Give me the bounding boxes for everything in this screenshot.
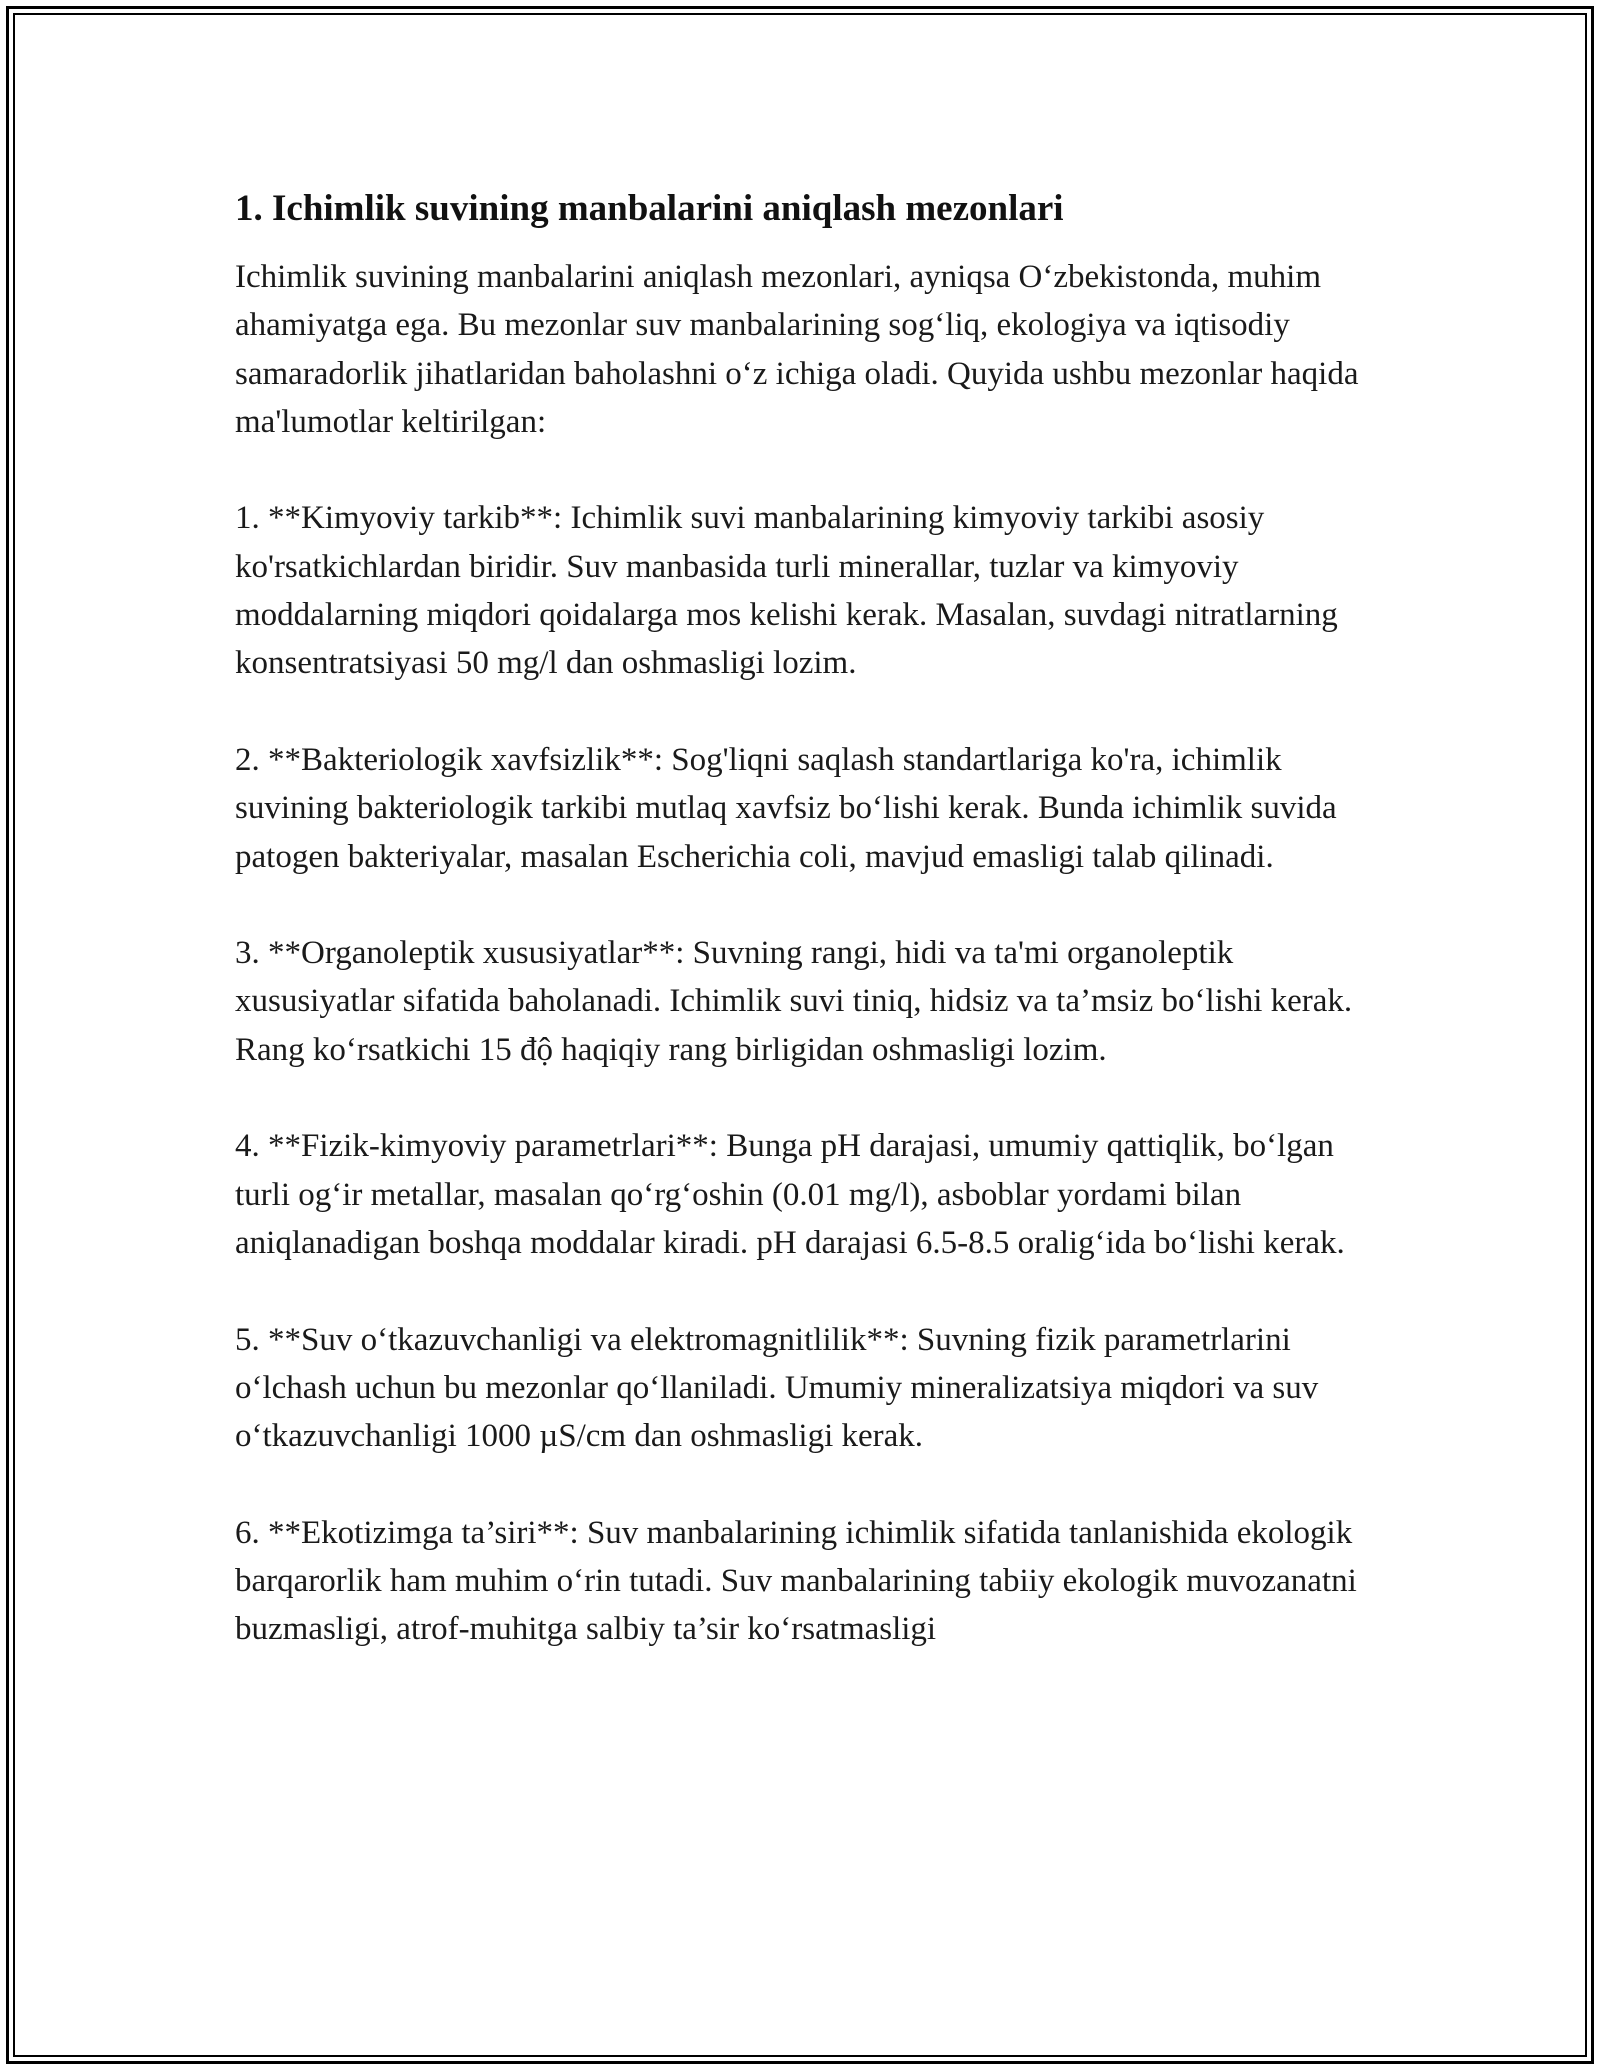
criterion-physicochemical-parameters: 4. **Fizik-kimyoviy parametrlari**: Bunga pH darajasi, umumiy qattiqlik, bo‘lgan turli og‘ir metallar, masalan qo‘rg‘oshin (0.01 mg/l), asboblar yordami bilan aniqlanadigan boshqa moddalar kiradi. pH darajasi 6.5-8.5 oralig‘ida bo‘lishi kerak. (235, 1128, 1345, 1261)
criterion-organoleptic-properties: 3. **Organoleptik xususiyatlar**: Suvning rangi, hidi va ta'mi organoleptik xususiyatlar sifatida baholanadi. Ichimlik suvi tiniq, hidsiz va ta’msiz bo‘lishi kerak. Rang ko‘rsatkichi 15 độ haqiqiy rang birligidan oshmasligi lozim. (235, 935, 1353, 1068)
intro-paragraph: Ichimlik suvining manbalarini aniqlash mezonlari, ayniqsa O‘zbekistonda, muhim ahamiyatga ega. Bu mezonlar suv manbalarining sog‘liq, ekologiya va iqtisodiy samaradorlik jihatlaridan baholashni o‘z ichiga oladi. Quyida ushbu mezonlar haqida ma'lumotlar keltirilgan: (235, 259, 1359, 440)
criterion-ecosystem-impact: 6. **Ekotizimga ta’siri**: Suv manbalarining ichimlik sifatida tanlanishida ekologik barqarorlik ham muhim o‘rin tutadi. Suv manbalarining tabiiy ekologik muvozanatni buzmasligi, atrof-muhitga salbiy ta’sir ko‘rsatmasligi (235, 1514, 1357, 1648)
criterion-chemical-composition: 1. **Kimyoviy tarkib**: Ichimlik suvi manbalarining kimyoviy tarkibi asosiy ko'rsatkichlardan biridir. Suv manbasida turli minerallar, tuzlar va kimyoviy moddalarning miqdori qoidalarga mos kelishi kerak. Masalan, suvdagi nitratlarning konsentratsiyasi 50 mg/l dan oshmasligi lozim. (235, 500, 1338, 682)
section-heading: 1. Ichimlik suvining manbalarini aniqlash mezonlari (235, 188, 1064, 229)
document-body (235, 185, 1370, 1702)
criterion-conductivity: 5. **Suv o‘tkazuvchanligi va elektromagnitlilik**: Suvning fizik parametrlarini o‘lchash uchun bu mezonlar qo‘llaniladi. Umumiy mineralizatsiya miqdori va suv o‘tkazuvchanligi 1000 µS/cm dan oshmasligi kerak. (235, 1321, 1319, 1455)
criterion-bacteriological-safety: 2. **Bakteriologik xavfsizlik**: Sog'liqni saqlash standartlariga ko'ra, ichimlik suvining bakteriologik tarkibi mutlaq xavfsiz bo‘lishi kerak. Bunda ichimlik suvida patogen bakteriyalar, masalan Escherichia coli, mavjud emasligi talab qilinadi. (235, 741, 1337, 875)
